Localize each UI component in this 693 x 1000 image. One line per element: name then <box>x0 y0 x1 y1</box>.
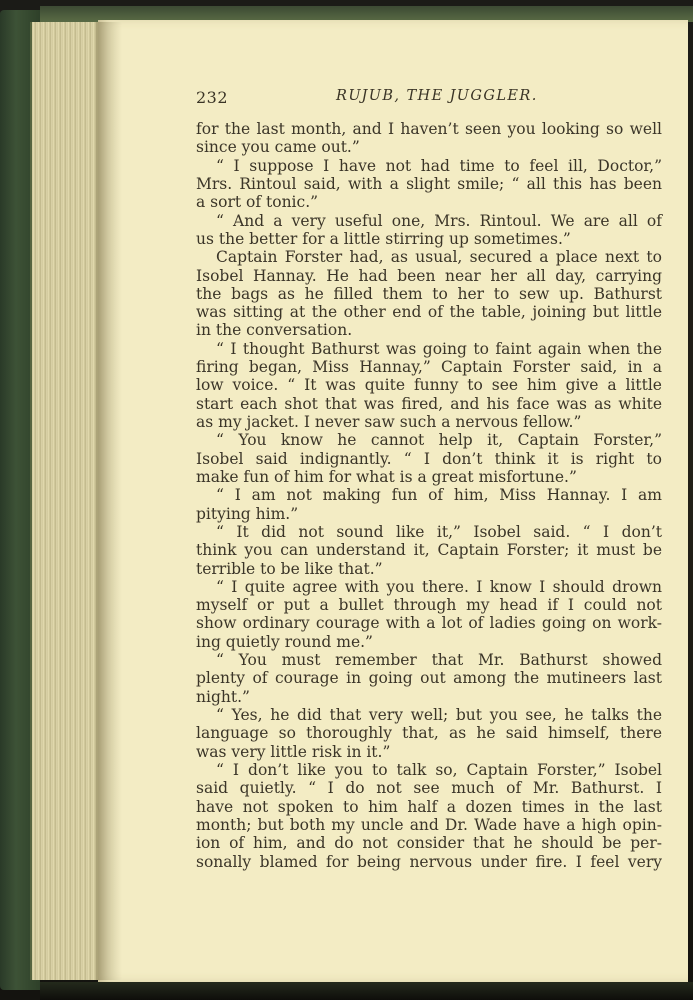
book-bottom-edge <box>40 982 693 1000</box>
text-line: was very little risk in it.” <box>196 742 391 761</box>
text-line: language so thoroughly that, as he said himself, there <box>196 724 662 743</box>
text-line: ion of him, and do not consider that he should be per- <box>196 834 662 853</box>
text-line: Mrs. Rintoul said, with a slight smile; “ all this has been <box>196 174 662 193</box>
text-line: terrible to be like that.” <box>196 559 383 578</box>
text-line: “ I don’t like you to talk so, Captain Forster,” Isobel <box>216 760 662 779</box>
page-number: 232 <box>196 88 229 107</box>
text-line: since you came out.” <box>196 138 360 157</box>
text-line: think you can understand it, Captain Forster; it must be <box>196 541 662 560</box>
text-line: show ordinary courage with a lot of ladies going on work- <box>196 614 662 633</box>
text-line: start each shot that was fired, and his face was as white <box>196 394 662 413</box>
text-line: ing quietly round me.” <box>196 632 373 651</box>
text-line: “ I thought Bathurst was going to faint again when the <box>216 339 662 358</box>
text-line: Isobel said indignantly. “ I don’t think it is right to <box>196 449 662 468</box>
text-line: as my jacket. I never saw such a nervous fellow.” <box>196 413 582 431</box>
text-line: us the better for a little stirring up sometimes.” <box>196 229 571 248</box>
text-line: a sort of tonic.” <box>196 193 319 212</box>
text-line: low voice. “ It was quite funny to see him give a little <box>196 376 662 395</box>
text-line: plenty of courage in going out among the mutineers last <box>196 669 662 688</box>
text-line: sonally blamed for being nervous under fire. I feel very <box>196 852 662 871</box>
text-line: “ It did not sound like it,” Isobel said. “ I don’t <box>216 522 662 541</box>
text-line: “ I quite agree with you there. I know I should drown <box>216 577 662 596</box>
text-line: in the conversation. <box>196 321 353 340</box>
page-header <box>196 88 662 110</box>
text-line: for the last month, and I haven’t seen you looking so well <box>196 120 662 138</box>
text-line: night.” <box>196 687 250 706</box>
running-title: RUJUB, THE JUGGLER. <box>336 88 538 104</box>
text-line: Captain Forster had, as usual, secured a place next to <box>216 248 662 267</box>
text-line: myself or put a bullet through my head if I could not <box>196 596 662 615</box>
text-line: month; but both my uncle and Dr. Wade have a high opin- <box>196 815 662 834</box>
text-line: said quietly. “ I do not see much of Mr. Bathurst. I <box>196 779 662 798</box>
text-line: pitying him.” <box>196 504 299 523</box>
text-line: make fun of him for what is a great misfortune.” <box>196 467 577 486</box>
text-line: “ I am not making fun of him, Miss Hannay. I am <box>216 486 662 505</box>
text-line: “ I suppose I have not had time to feel ill, Doctor,” <box>216 156 662 175</box>
page-block-edges <box>30 22 102 980</box>
text-line: “ You know he cannot help it, Captain Forster,” <box>216 431 662 450</box>
text-line: firing began, Miss Hannay,” Captain Forster said, in a <box>196 358 662 377</box>
text-line: “ Yes, he did that very well; but you see, he talks the <box>216 706 662 724</box>
text-line: “ You must remember that Mr. Bathurst showed <box>216 651 662 670</box>
text-line: Isobel Hannay. He had been near her all day, carrying <box>196 266 662 285</box>
gutter-shadow <box>96 22 122 980</box>
text-line: have not spoken to him half a dozen times in the last <box>196 797 662 816</box>
text-line: was sitting at the other end of the table, joining but little <box>196 303 662 322</box>
body-text <box>196 120 662 871</box>
text-line: the bags as he filled them to her to sew up. Bathurst <box>196 284 662 303</box>
text-line: “ And a very useful one, Mrs. Rintoul. We are all of <box>216 211 662 230</box>
